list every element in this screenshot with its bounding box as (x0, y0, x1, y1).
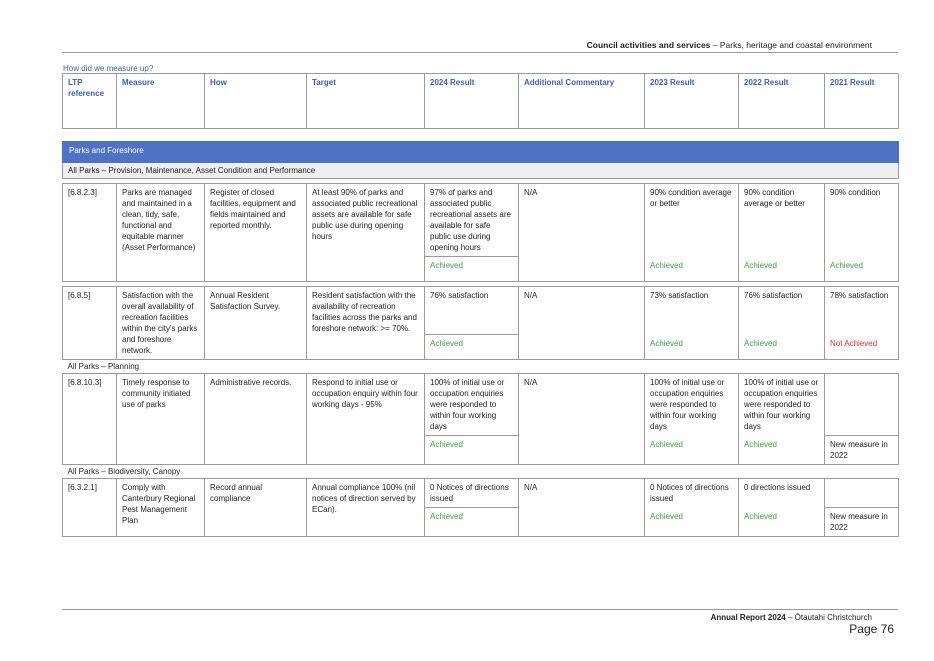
cell-ref: [6.8.2.3] (63, 184, 117, 282)
status-2024: Achieved (425, 335, 519, 360)
status-2022: Achieved (739, 508, 825, 537)
col-measure: Measure (117, 74, 205, 129)
cell-ref: [6.3.2.1] (63, 479, 117, 537)
cell-2024-result: 100% of initial use or occupation enquiries were responded to within four working days (425, 374, 519, 436)
group-row (63, 465, 899, 479)
cell-2022-result: 100% of initial use or occupation enquiries were responded to within four working days (739, 374, 825, 436)
col-additional-commentary: Additional Commentary (519, 74, 645, 129)
status-2023: Achieved (645, 508, 739, 537)
status-2023: Achieved (645, 335, 739, 360)
status-2022: Achieved (739, 436, 825, 465)
table-row (63, 287, 899, 335)
section-row (63, 142, 899, 163)
cell-how: Annual Resident Satisfaction Survey. (205, 287, 307, 360)
cell-target: Annual compliance 100% (nil notices of direction served by ECan). (307, 479, 425, 537)
cell-how: Record annual compliance (205, 479, 307, 537)
running-header (587, 40, 872, 50)
group-row (63, 163, 899, 179)
header-rule (62, 52, 898, 53)
cell-2022-result: 0 directions issued (739, 479, 825, 508)
footer-report: Annual Report 2024 (710, 613, 786, 622)
group-title: All Parks – Provision, Maintenance, Asset Condition and Performance (63, 163, 899, 179)
header-subsection: – Parks, heritage and coastal environment (710, 40, 872, 50)
status-2022: Achieved (739, 335, 825, 360)
group-row (63, 360, 899, 374)
status-2021: Not Achieved (825, 335, 899, 360)
cell-commentary: N/A (519, 184, 645, 282)
cell-measure: Satisfaction with the overall availability of recreation facilities within the city's parks and foreshore network. (117, 287, 205, 360)
status-2021: Achieved (825, 257, 899, 282)
col-2021-result: 2021 Result (825, 74, 899, 129)
cell-commentary: N/A (519, 479, 645, 537)
cell-how: Register of closed facilities, equipment and fields maintained and reported monthly. (205, 184, 307, 282)
status-2021: New measure in 2022 (825, 436, 899, 465)
table-row (63, 479, 899, 508)
cell-2022-result: 90% condition average or better (739, 184, 825, 257)
cell-2021-result: 78% satisfaction (825, 287, 899, 335)
cell-2023-result: 73% satisfaction (645, 287, 739, 335)
cell-ref: [6.8.5] (63, 287, 117, 360)
group-title: All Parks – Biodiversity, Canopy (63, 465, 899, 479)
cell-2023-result: 0 Notices of directions issued (645, 479, 739, 508)
col-ltp-reference: LTP reference (63, 74, 117, 129)
section-title: Parks and Foreshore (63, 142, 899, 163)
status-2023: Achieved (645, 257, 739, 282)
cell-commentary: N/A (519, 374, 645, 465)
cell-2021-result (825, 479, 899, 508)
page-number: Page 76 (849, 622, 894, 636)
status-2024: Achieved (425, 257, 519, 282)
cell-measure: Timely response to community initiated use of parks (117, 374, 205, 465)
cell-2023-result: 100% of initial use or occupation enquiries were responded to within four working days (645, 374, 739, 436)
footer-city: – Ōtautahi Christchurch (785, 613, 872, 622)
cell-2021-result: 90% condition (825, 184, 899, 257)
table-header-row (63, 74, 899, 129)
cell-2022-result: 76% satisfaction (739, 287, 825, 335)
header-section: Council activities and services (586, 40, 711, 50)
table-row (63, 374, 899, 436)
footer-rule (62, 609, 898, 610)
col-2023-result: 2023 Result (645, 74, 739, 129)
cell-how: Administrative records. (205, 374, 307, 465)
cell-2021-result (825, 374, 899, 436)
cell-2024-result: 76% satisfaction (425, 287, 519, 335)
cell-2023-result: 90% condition average or better (645, 184, 739, 257)
performance-table (62, 74, 899, 537)
col-2022-result: 2022 Result (739, 74, 825, 129)
status-2023: Achieved (645, 436, 739, 465)
status-2024: Achieved (425, 508, 519, 537)
cell-measure: Parks are managed and maintained in a clean, tidy, safe, functional and equitable manner (Asset Performance) (117, 184, 205, 282)
running-footer (711, 613, 872, 622)
col-2024-result: 2024 Result (425, 74, 519, 129)
status-2024: Achieved (425, 436, 519, 465)
cell-commentary: N/A (519, 287, 645, 360)
status-2021: New measure in 2022 (825, 508, 899, 537)
col-target: Target (307, 74, 425, 129)
cell-2024-result: 97% of parks and associated public recreational assets are available for safe public use during opening hours (425, 184, 519, 257)
col-how: How (205, 74, 307, 129)
cell-target: At least 90% of parks and associated public recreational assets are available for safe public use during opening hours (307, 184, 425, 282)
status-2022: Achieved (739, 257, 825, 282)
table-row (63, 184, 899, 257)
group-title: All Parks – Planning (63, 360, 899, 374)
cell-ref: [6.8.10.3] (63, 374, 117, 465)
table-subtitle: How did we measure up? (63, 64, 154, 73)
cell-2024-result: 0 Notices of directions issued (425, 479, 519, 508)
cell-target: Respond to initial use or occupation enquiry within four working days - 95% (307, 374, 425, 465)
cell-measure: Comply with Canterbury Regional Pest Management Plan (117, 479, 205, 537)
cell-target: Resident satisfaction with the availability of recreation facilities across the parks and foreshore network: >= 70%. (307, 287, 425, 360)
spacer-row (63, 129, 899, 142)
